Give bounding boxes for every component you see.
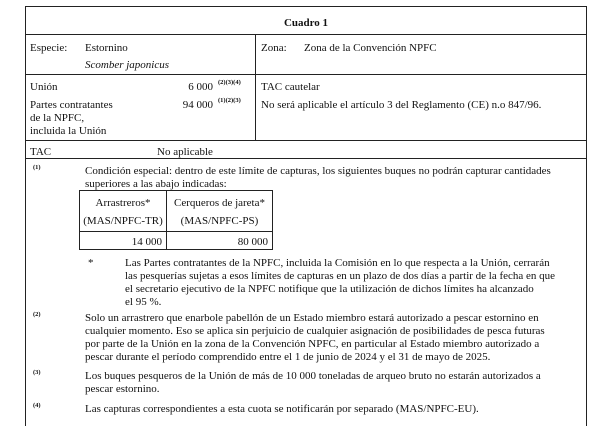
parties-label-line-3: incluida la Unión bbox=[30, 125, 107, 137]
parties-remark: No será aplicable el artículo 3 del Reglamento (CE) n.o 847/96. bbox=[261, 99, 542, 111]
divider-tac bbox=[25, 158, 587, 159]
species-common-name: Estornino bbox=[85, 42, 128, 54]
parties-amount: 94 000 bbox=[182, 99, 213, 111]
species-label: Especie: bbox=[30, 42, 68, 54]
zone-label: Zona: bbox=[261, 42, 287, 54]
footnote-1-marker: (1) bbox=[33, 164, 41, 171]
trawlers-code: (MAS/NPFC-TR) bbox=[83, 215, 163, 227]
purse-seiners-code: (MAS/NPFC-PS) bbox=[180, 215, 259, 227]
asterisk-note-line-3: el secretario ejecutivo de la NPFC notifique que la utilización de dichos límites ha alcanzado bbox=[125, 283, 534, 295]
union-remark: TAC cautelar bbox=[261, 81, 320, 93]
footnote-2-line-3: por parte de la Unión en la zona de la Convención NPFC, en particular al Estado miembro autorizado a bbox=[85, 338, 540, 350]
parties-label-line-1: Partes contratantes bbox=[30, 99, 113, 111]
parties-footnote-refs: (1)(2)(3) bbox=[218, 97, 241, 104]
footnote-2-line-2: cualquier momento. Eso se aplica sin perjuicio de cualquier asignación de posibilidades de pesca futuras bbox=[85, 325, 545, 337]
footnote-3-marker: (3) bbox=[33, 369, 41, 376]
asterisk-note-line-4: el 95 %. bbox=[125, 296, 162, 308]
union-label: Unión bbox=[30, 81, 58, 93]
footnote-3-line-1: Los buques pesqueros de la Unión de más de 10 000 toneladas de arqueo bruto no estarán autorizados a bbox=[85, 370, 541, 382]
tac-label: TAC bbox=[30, 146, 52, 158]
asterisk-marker: * bbox=[88, 257, 94, 269]
divider-parties bbox=[25, 140, 587, 141]
footnote-1-line-2: superiores a las abajo indicadas: bbox=[85, 178, 227, 190]
asterisk-note-line-2: las pesquerías sujetas a esos límites de capturas en un plazo de dos días a partir de la fecha en que bbox=[125, 270, 556, 282]
union-amount: 6 000 bbox=[188, 81, 213, 93]
tac-value: No aplicable bbox=[157, 146, 213, 158]
vessel-table-row-divider bbox=[79, 231, 273, 232]
table-title: Cuadro 1 bbox=[283, 17, 329, 29]
parties-label-line-2: de la NPFC, bbox=[30, 112, 85, 124]
footnote-1-line-1: Condición especial: dentro de este límite de capturas, los siguientes buques no podrán capturar cantidades bbox=[85, 165, 551, 177]
purse-seiners-limit: 80 000 bbox=[237, 236, 268, 248]
column-divider bbox=[255, 34, 256, 140]
footnote-2-marker: (2) bbox=[33, 311, 41, 318]
footnote-2-line-1: Solo un arrastrero que enarbole pabellón de un Estado miembro estará autorizado a pescar estornino en bbox=[85, 312, 539, 324]
footnote-4-line-1: Las capturas correspondientes a esta cuota se notificarán por separado (MAS/NPFC-EU). bbox=[85, 403, 479, 415]
footnote-4-marker: (4) bbox=[33, 402, 41, 409]
footnote-2-line-4: pescar durante el período comprendido entre el 1 de junio de 2024 y el 31 de mayo de 2025. bbox=[85, 351, 491, 363]
union-footnote-refs: (2)(3)(4) bbox=[218, 79, 241, 86]
species-scientific-name: Scomber japonicus bbox=[85, 59, 170, 71]
asterisk-note-line-1: Las Partes contratantes de la NPFC, incluida la Comisión en lo que respecta a la Unión, cerrarán bbox=[125, 257, 550, 269]
footnote-3-line-2: pescar estornino. bbox=[85, 383, 160, 395]
zone-value: Zona de la Convención NPFC bbox=[304, 42, 437, 54]
purse-seiners-header: Cerqueros de jareta* bbox=[173, 197, 265, 209]
trawlers-header: Arrastreros* bbox=[95, 197, 151, 209]
divider-species bbox=[25, 74, 587, 75]
divider-title bbox=[25, 34, 587, 35]
trawlers-limit: 14 000 bbox=[131, 236, 162, 248]
